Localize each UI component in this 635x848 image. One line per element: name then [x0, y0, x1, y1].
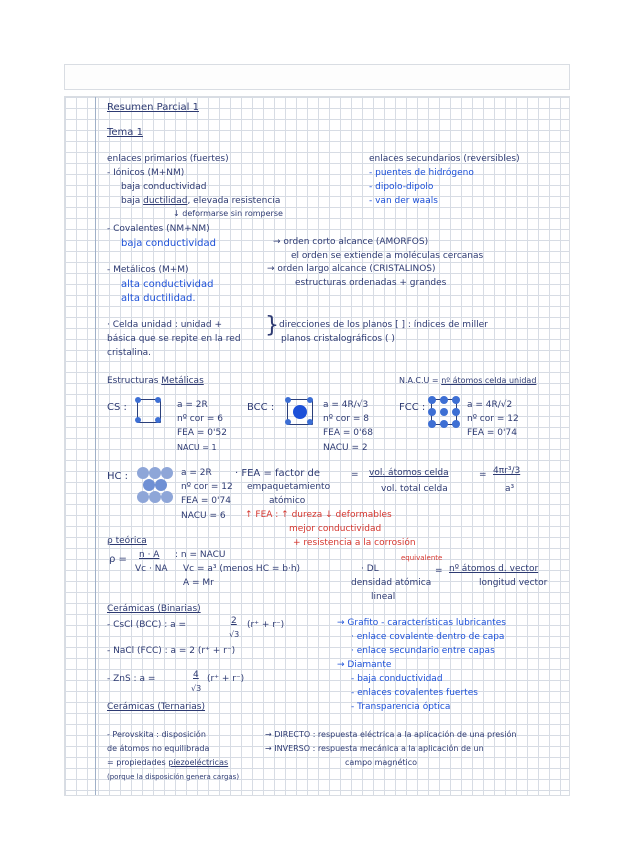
estructuras-heading: Estructuras Metálicas [107, 376, 204, 386]
rho-n: : n = NACU [175, 550, 226, 560]
ceramicas-ternarias-heading: Cerámicas (Ternarias) [107, 702, 206, 712]
dl-label: · DL [361, 564, 379, 574]
inverso-line: → INVERSO : respuesta mecánica a la aplicación de un [265, 744, 484, 753]
diamante-line-1: - baja conductividad [351, 674, 443, 684]
metalicos-line-2: alta ductilidad. [121, 293, 196, 304]
secundario-item-2: - dipolo-dipolo [369, 182, 434, 192]
fcc-cor: nº cor = 12 [467, 414, 519, 424]
fea-effect-1: ↑ FEA : ↑ dureza ↓ deformables [245, 510, 392, 520]
secundario-item-3: - van der waals [369, 196, 438, 206]
metalicos-label: - Metálicos (M+M) [107, 265, 189, 275]
fcc-a: a = 4R/√2 [467, 400, 513, 410]
rho-symbol: ρ = [109, 554, 127, 565]
dl-numerator: nº átomos d. vector [449, 564, 539, 574]
cscl-formula: - CsCl (BCC) : a = [107, 620, 187, 630]
perovskita-line-2: de átomos no equilibrada [107, 744, 210, 753]
metalicos-arrow-2: estructuras ordenadas + grandes [295, 278, 447, 288]
metalicos-line-1: alta conductividad [121, 279, 214, 290]
header-box [64, 64, 570, 90]
covalentes-arrow: → orden corto alcance (AMORFOS) [273, 237, 429, 247]
ionicos-line-1: baja conductividad [121, 182, 207, 192]
metalicos-arrow: → orden largo alcance (CRISTALINOS) [267, 264, 436, 274]
celda-right-1: direcciones de los planos [ ] : índices de miller [279, 320, 488, 330]
cscl-frac-den: √3 [229, 630, 240, 639]
rho-A: A = Mr [183, 578, 214, 588]
dl-equals: = [435, 566, 443, 576]
page-title: Resumen Parcial 1 [107, 102, 199, 113]
margin-line [95, 97, 96, 795]
hc-a: a = 2R [181, 468, 212, 478]
rho-heading: ρ teórica [107, 536, 147, 546]
notes-sheet [64, 96, 570, 796]
rho-vc: Vc = a³ (menos HC = b·h) [183, 564, 301, 574]
fea-effect-3: + resistencia a la corrosión [293, 538, 416, 548]
fea-frac-den: a³ [505, 484, 515, 494]
celda-right-2: planos cristalográficos ( ) [281, 334, 395, 344]
zns-frac-den: √3 [191, 684, 202, 693]
ionicos-line-2: baja ductilidad, elevada resistencia [121, 196, 281, 206]
diamante-line-3: - Transparencia óptica [351, 702, 451, 712]
diamante-line-2: - enlaces covalentes fuertes [351, 688, 478, 698]
cs-a: a = 2R [177, 400, 208, 410]
hc-label: HC : [107, 471, 129, 482]
dl-name-2: lineal [371, 592, 396, 602]
cs-cell-icon [137, 399, 161, 423]
fea-def-1: · FEA = factor de [235, 468, 320, 479]
fea-def-3: atómico [269, 496, 306, 506]
grafito-line-1: · enlace covalente dentro de capa [351, 632, 505, 642]
bcc-cell-icon [287, 399, 313, 425]
cscl-rest: (r⁺ + r⁻) [247, 620, 285, 630]
rho-numerator: n · A [139, 550, 160, 560]
grafito-heading: → Grafito - características lubricantes [337, 618, 506, 628]
bcc-cor: nº cor = 8 [323, 414, 369, 424]
bcc-a: a = 4R/√3 [323, 400, 369, 410]
hc-cor: nº cor = 12 [181, 482, 233, 492]
bcc-nacu: NACU = 2 [323, 443, 368, 453]
ionicos-label: - Iónicos (M+NM) [107, 168, 185, 178]
fea-effect-2: mejor conductividad [289, 524, 382, 534]
hc-nacu: NACU = 6 [181, 511, 226, 521]
perovskita-line-3: = propiedades piezoeléctricas [107, 758, 229, 767]
fea-frac-num: 4πr³/3 [493, 466, 521, 476]
nacu-definition: N.A.C.U = nº átomos celda unidad [399, 376, 537, 385]
fea-denominator: vol. total celda [381, 484, 448, 494]
grafito-line-2: · enlace secundario entre capas [351, 646, 495, 656]
equivalente-note: equivalente [401, 554, 443, 562]
enlaces-primarios-heading: enlaces primarios (fuertes) [107, 154, 229, 164]
fea-equals-2: = [479, 470, 487, 480]
fcc-cell-icon [431, 399, 457, 425]
cs-nacu: NACU = 1 [177, 443, 217, 452]
directo-line: → DIRECTO : respuesta eléctrica a la aplicación de una presión [265, 730, 517, 739]
perovskita-line-4: (porque la disposición genera cargas) [107, 773, 240, 781]
celda-line-2: básica que se repite en la red [107, 334, 241, 344]
celda-line-1: · Celda unidad : unidad + [107, 320, 222, 330]
covalentes-label: - Covalentes (NM+NM) [107, 224, 210, 234]
zns-formula: - ZnS : a = [107, 674, 156, 684]
zns-frac-num: 4 [193, 670, 199, 680]
perovskita-line-1: - Perovskita : disposición [107, 730, 206, 739]
brace-icon: } [265, 313, 279, 338]
fcc-fea: FEA = 0'74 [467, 428, 517, 438]
covalentes-line-1: baja conductividad [121, 238, 216, 249]
bcc-fea: FEA = 0'68 [323, 428, 373, 438]
cs-cor: nº cor = 6 [177, 414, 223, 424]
enlaces-secundarios-heading: enlaces secundarios (reversibles) [369, 154, 520, 164]
tema-heading: Tema 1 [107, 127, 143, 138]
cs-label: CS : [107, 402, 127, 413]
nacl-formula: - NaCl (FCC) : a = 2 (r⁺ + r⁻) [107, 646, 236, 656]
inverso-line-2: campo magnético [345, 758, 418, 767]
secundario-item-1: - puentes de hidrógeno [369, 168, 474, 178]
bcc-label: BCC : [247, 402, 275, 413]
fea-def-2: empaquetamiento [247, 482, 331, 492]
diamante-heading: → Diamante [337, 660, 392, 670]
celda-line-3: cristalina. [107, 348, 151, 358]
cscl-frac-num: 2 [231, 616, 237, 626]
ceramicas-binarias-heading: Cerámicas (Binarias) [107, 604, 201, 614]
hc-cell-icon [137, 465, 177, 505]
covalentes-arrow-2: el orden se extiende a moléculas cercanas [291, 251, 484, 261]
hc-fea: FEA = 0'74 [181, 496, 231, 506]
zns-rest: (r⁺ + r⁻) [207, 674, 245, 684]
rho-denominator: Vc · NA [135, 564, 168, 574]
fea-equals: = [351, 470, 359, 480]
fcc-label: FCC : [399, 402, 426, 413]
fea-numerator: vol. átomos celda [369, 468, 449, 478]
dl-denominator: longitud vector [479, 578, 548, 588]
ionicos-line-3: ↓ deformarse sin romperse [173, 209, 283, 218]
dl-name-1: densidad atómica [351, 578, 432, 588]
cs-fea: FEA = 0'52 [177, 428, 227, 438]
